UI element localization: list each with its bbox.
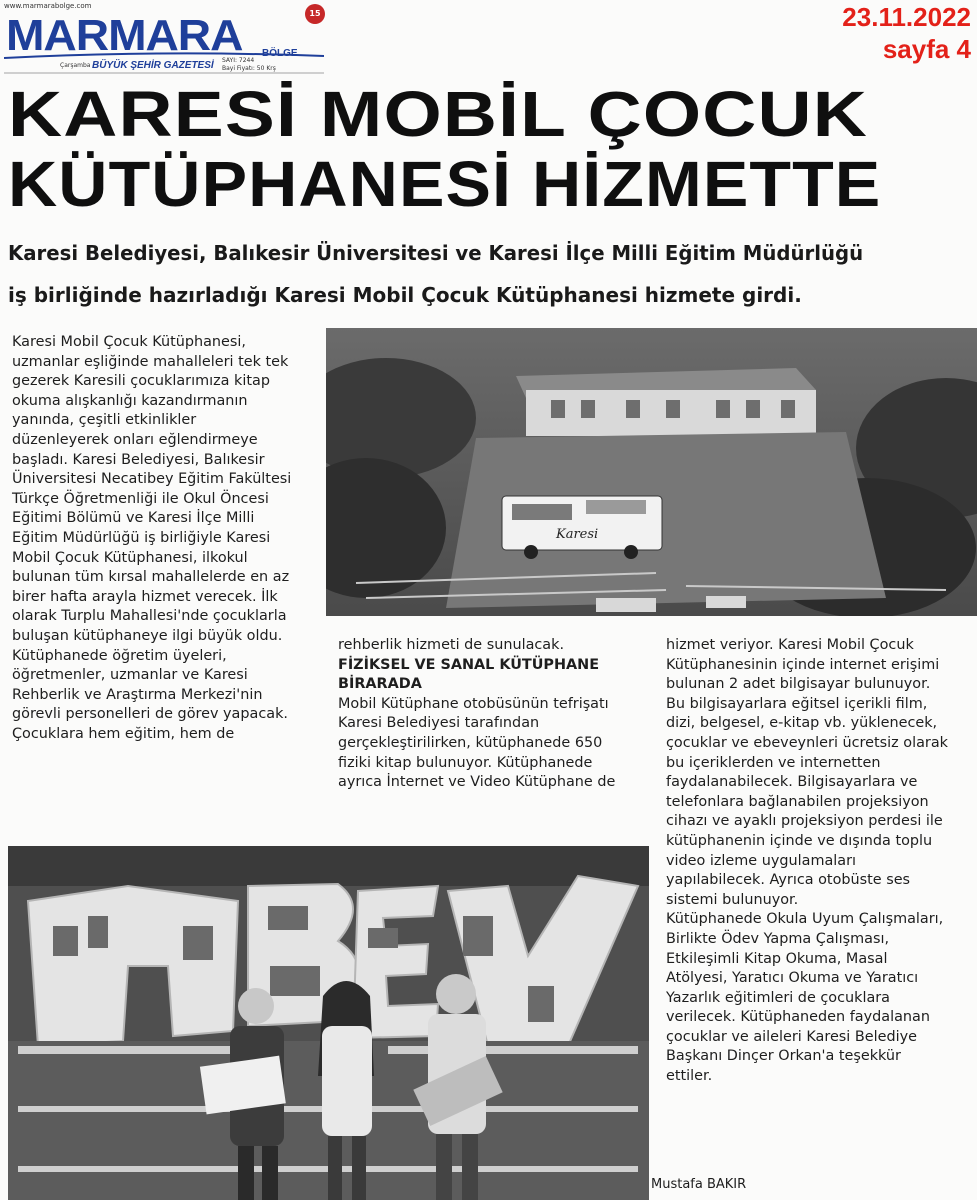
col-left-line: öğretmenler, uzmanlar ve Karesi (12, 667, 248, 684)
logo-subtitle: BÖLGE (262, 48, 298, 59)
col-right-line: Birlikte Ödev Yapma Çalışması, (666, 930, 890, 947)
col-right-line: Kütüphanede Okula Uyum Çalışmaları, (666, 911, 944, 928)
col-left-line: Çocuklara hem eğitim, hem de (12, 725, 235, 742)
col-right-line: Etkileşimli Kitap Okuma, Masal (666, 950, 888, 967)
col-mid-line: Mobil Kütüphane otobüsünün tefrişatı (338, 695, 609, 712)
col-right-line: bulunan 2 adet bilgisayar bulunuyor. (666, 676, 931, 693)
subhead-line-1: FİZİKSEL VE SANAL KÜTÜPHANE (338, 656, 600, 673)
col-left-line: Rehberlik ve Araştırma Merkezi'nin (12, 686, 263, 703)
page-number: sayfa 4 (882, 34, 971, 64)
col-left-line: Karesi Mobil Çocuk Kütüphanesi, (12, 334, 246, 350)
col-left-line: yanında, çeşitli etkinlikler (12, 412, 197, 429)
article-column-right (666, 636, 976, 1087)
col-left-line: düzenleyerek onları eğlendirmeye (12, 431, 258, 448)
article-column-middle (338, 636, 648, 793)
headline-line-2: KÜTÜPHANESİ HİZMETTE (8, 148, 882, 220)
photo-children-reading (8, 846, 649, 1200)
col-left-line: okuma alışkanlığı kazandırmanın (12, 392, 248, 409)
byline: Mustafa BAKIR (651, 1177, 747, 1192)
col-mid-intro: rehberlik hizmeti de sunulacak. (338, 637, 565, 653)
col-right-line: ettiler. (666, 1068, 713, 1085)
col-left-line: birer hafta arayla hizmet verecek. İlk (12, 588, 278, 605)
col-right-line: Bu bilgisayarlara eğitsel içerikli film, (666, 695, 928, 712)
col-left-line: uzmanlar eşliğinde mahalleleri tek tek (12, 353, 289, 370)
col-right-line: Atölyesi, Yaratıcı Okuma ve Yaratıcı (666, 970, 919, 987)
deck-line-2: iş birliğinde hazırladığı Karesi Mobil Çocuk Kütüphanesi hizmete girdi. (8, 283, 802, 307)
newspaper-logo: MARMARA (6, 11, 243, 60)
subhead-line-2: BİRARADA (338, 676, 422, 693)
site-url: www.marmarabolge.com (4, 2, 92, 10)
col-right-line: çocuklar ve aileleri Karesi Belediye (666, 1028, 917, 1045)
col-right-line: kütüphanenin içinde ve dışında toplu (666, 832, 933, 849)
col-left-line: bulunan tüm kırsal mahallelerde en az (12, 569, 290, 586)
col-mid-line: Karesi Belediyesi tarafından (338, 715, 540, 732)
headline-line-1: KARESİ MOBİL ÇOCUK (8, 78, 869, 150)
col-left-line: Eğitim Müdürlüğü iş birliğiyle Karesi (12, 529, 271, 546)
col-right-line: telefonlara bağlanabilen projeksiyon (666, 793, 929, 810)
col-right-line: video izleme uygulamaları (666, 852, 857, 869)
col-right-line: bu içeriklerden ve internetten (666, 754, 881, 771)
issue-price: Bayi Fiyatı: 50 Krş (222, 65, 276, 72)
col-right-line: dizi, belgesel, e-kitap vb. yüklenecek, (666, 715, 938, 732)
masthead-issue (222, 57, 276, 73)
masthead-day: Çarşamba (60, 62, 91, 69)
masthead (0, 0, 340, 78)
col-left-line: Üniversitesi Necatibey Eğitim Fakültesi (12, 471, 292, 488)
col-mid-line: gerçekleştirilirken, kütüphanede 650 (338, 734, 603, 751)
col-right-line: yapılabilecek. Ayrıca otobüste ses (666, 872, 911, 889)
col-left-line: gezerek Karesili çocuklarımıza kitap (12, 373, 270, 390)
col-left-line: Mobil Çocuk Kütüphanesi, ilkokul (12, 549, 248, 566)
col-left-line: Kütüphanede öğretim üyeleri, (12, 647, 227, 664)
issue-number: SAYI: 7244 (222, 57, 255, 64)
col-right-line: hizmet veriyor. Karesi Mobil Çocuk (666, 637, 914, 653)
publication-date: 23.11.2022 (842, 2, 971, 32)
deck-line-1: Karesi Belediyesi, Balıkesir Üniversitesi ve Karesi İlçe Milli Eğitim Müdürlüğü (8, 241, 864, 265)
col-left-line: Eğitimi Bölümü ve Karesi İlçe Milli (12, 510, 255, 527)
col-left-line: Türkçe Öğretmenliği ile Okul Öncesi (12, 490, 269, 507)
col-right-line: Başkanı Dinçer Orkan'a teşekkür (666, 1048, 901, 1065)
photo-mobile-library-bus (326, 328, 977, 616)
col-left-line: olarak Turplu Mahallesi'nde çocuklarla (12, 608, 287, 625)
col-left-line: başladı. Karesi Belediyesi, Balıkesir (12, 451, 265, 468)
col-left-line: görevli personelleri de görev yapacak. (12, 706, 288, 723)
col-right-line: verilecek. Kütüphaneden faydalanan (666, 1009, 930, 1026)
anniversary-badge-icon: 15 (305, 4, 325, 24)
bus-icon (502, 496, 662, 559)
article-column-left (12, 333, 330, 744)
col-mid-body (338, 695, 648, 793)
col-right-line: çocuklar ve ebeveynleri ücretsiz olarak (666, 734, 948, 751)
svg-text:Karesi: Karesi (556, 527, 599, 542)
col-right-line: sistemi bulunuyor. (666, 891, 799, 908)
col-right-line: Kütüphanesinin içinde internet erişimi (666, 656, 940, 673)
col-left-line: buluşan kütüphaneye ilgi büyük oldu. (12, 627, 283, 644)
col-mid-line: fiziki kitap bulunuyor. Kütüphanede (338, 754, 593, 771)
masthead-tagline: BÜYÜK ŞEHİR GAZETESİ (92, 60, 214, 71)
masthead-divider (4, 72, 324, 74)
col-mid-line: ayrıca İnternet ve Video Kütüphane de (338, 774, 616, 791)
col-right-line: Yazarlık eğitimleri de çocuklara (666, 989, 891, 1006)
col-right-line: faydalanabilecek. Bilgisayarlara ve (666, 774, 918, 791)
col-right-line: cihazı ve ayaklı projeksiyon perdesi ile (666, 813, 943, 830)
